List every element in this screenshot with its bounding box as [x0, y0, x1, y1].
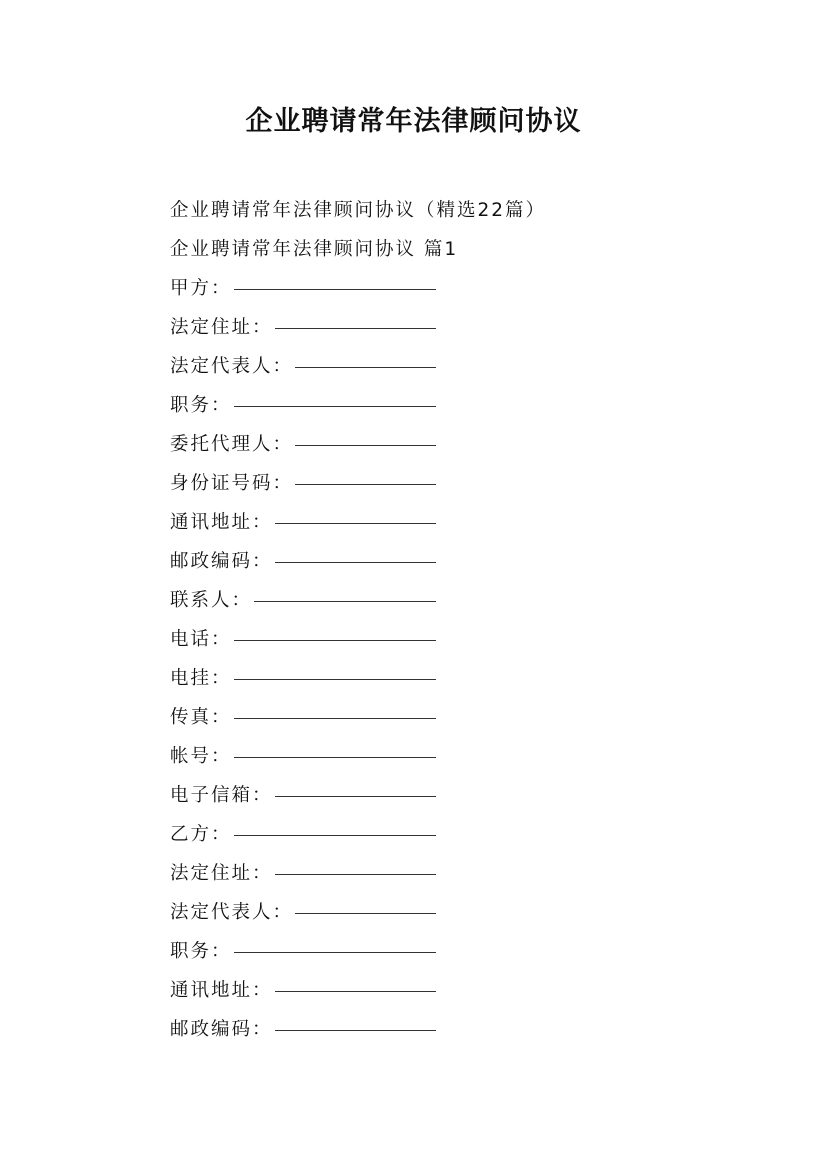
party-a-position-field	[170, 386, 436, 425]
field-label: 委托代理人：	[170, 434, 294, 455]
field-label: 通讯地址：	[170, 980, 273, 1001]
party-a-id-field	[170, 464, 436, 503]
field-label: 帐号：	[170, 746, 232, 767]
fill-in-blank	[295, 367, 436, 368]
party-a-mail-address-field	[170, 503, 436, 542]
document-body	[170, 191, 770, 1049]
fill-in-blank	[275, 874, 436, 875]
party-b-mail-address-field	[170, 971, 436, 1010]
party-a-telex-field	[170, 659, 436, 698]
field-label: 电挂：	[170, 668, 232, 689]
fill-in-blank	[234, 952, 436, 953]
field-label: 身份证号码：	[170, 473, 294, 494]
field-label: 职务：	[170, 395, 232, 416]
field-label: 职务：	[170, 941, 232, 962]
fill-in-blank	[234, 289, 436, 290]
party-a-address-field	[170, 308, 436, 347]
fill-in-blank	[234, 757, 436, 758]
party-a-fax-field	[170, 698, 436, 737]
party-a-agent-field	[170, 425, 436, 464]
field-label: 电话：	[170, 629, 232, 650]
fill-in-blank	[254, 601, 436, 602]
party-a-phone-field	[170, 620, 436, 659]
fill-in-blank	[275, 562, 436, 563]
fill-in-blank	[275, 991, 436, 992]
fill-in-blank	[275, 796, 436, 797]
fill-in-blank	[295, 913, 436, 914]
party-a-name-field	[170, 269, 436, 308]
field-label: 传真：	[170, 707, 232, 728]
fill-in-blank	[295, 484, 436, 485]
party-a-email-field	[170, 776, 436, 815]
fill-in-blank	[275, 1030, 436, 1031]
fill-in-blank	[275, 523, 436, 524]
fill-in-blank	[234, 679, 436, 680]
party-a-account-field	[170, 737, 436, 776]
party-a-contact-field	[170, 581, 436, 620]
field-label: 联系人：	[170, 590, 253, 611]
section-heading: 企业聘请常年法律顾问协议 篇1	[170, 239, 459, 260]
field-label: 法定住址：	[170, 317, 273, 338]
document-subtitle: 企业聘请常年法律顾问协议（精选22篇）	[170, 200, 547, 221]
field-label: 法定代表人：	[170, 902, 294, 923]
party-b-representative-field	[170, 893, 436, 932]
field-label: 通讯地址：	[170, 512, 273, 533]
fill-in-blank	[234, 835, 436, 836]
party-a-postcode-field	[170, 542, 436, 581]
field-label: 甲方：	[170, 278, 232, 299]
party-b-postcode-field	[170, 1010, 436, 1049]
party-a-representative-field	[170, 347, 436, 386]
fill-in-blank	[234, 640, 436, 641]
field-label: 乙方：	[170, 824, 232, 845]
document-title: 企业聘请常年法律顾问协议	[245, 106, 582, 137]
fill-in-blank	[295, 445, 436, 446]
field-label: 电子信箱：	[170, 785, 273, 806]
field-label: 法定代表人：	[170, 356, 294, 377]
field-label: 邮政编码：	[170, 1019, 273, 1040]
fill-in-blank	[234, 718, 436, 719]
party-b-name-field	[170, 815, 436, 854]
party-b-position-field	[170, 932, 436, 971]
fill-in-blank	[275, 328, 436, 329]
party-b-address-field	[170, 854, 436, 893]
fill-in-blank	[234, 406, 436, 407]
field-label: 邮政编码：	[170, 551, 273, 572]
field-label: 法定住址：	[170, 863, 273, 884]
